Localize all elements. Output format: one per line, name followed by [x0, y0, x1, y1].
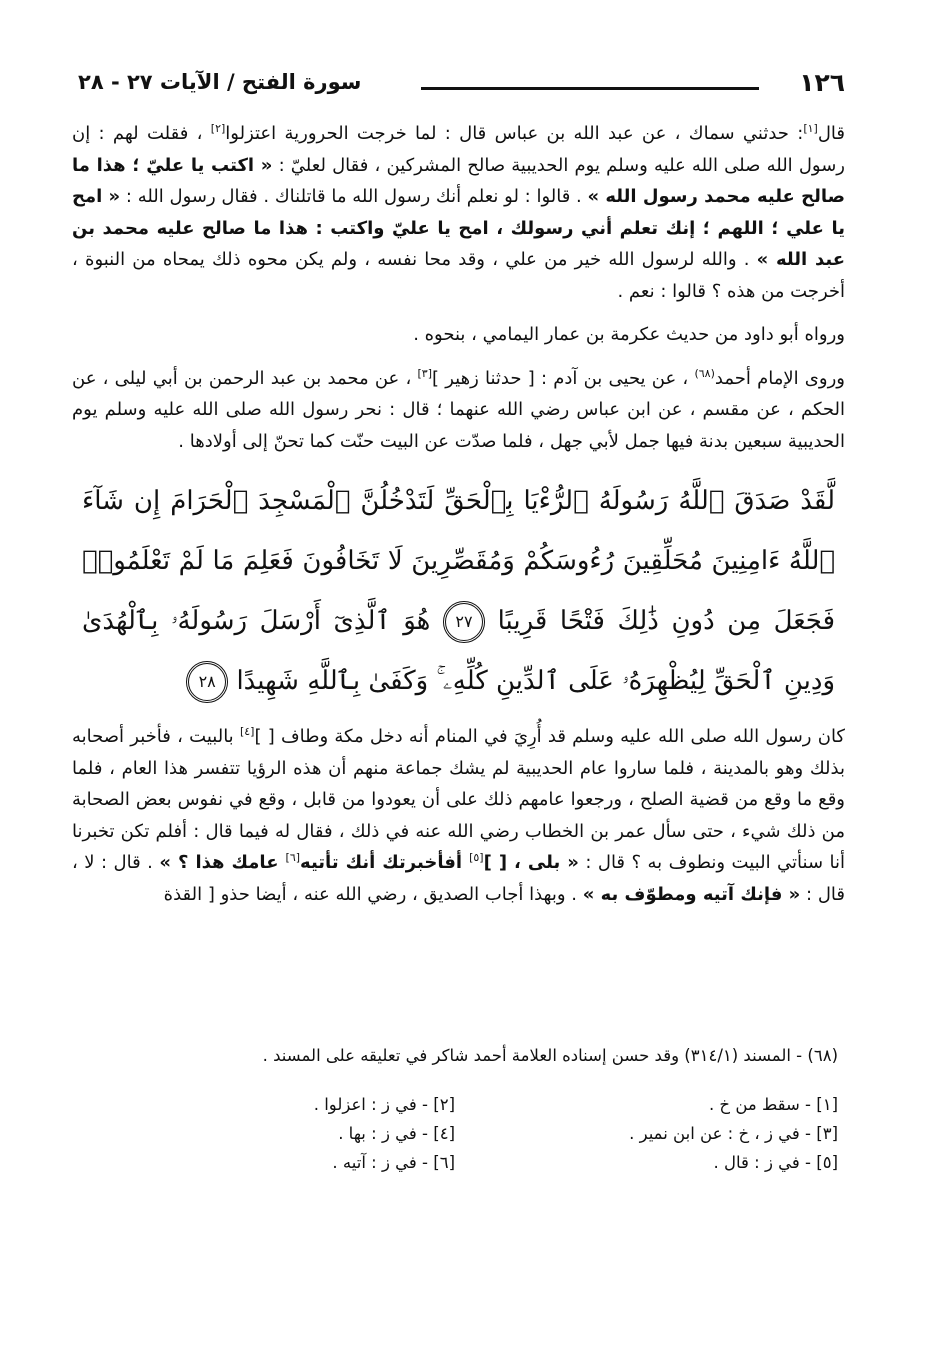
footnote-marker: (٦٨) — [694, 366, 715, 380]
paragraph-1 — [72, 118, 845, 307]
variant-note: [٢] - في ز : اعزلوا . — [313, 1095, 455, 1114]
note-marker: [٦] — [285, 851, 301, 864]
ayah-number-mark: ٢٨ — [186, 661, 228, 703]
paragraph-4 — [72, 721, 845, 910]
quote-bold: « اكتب يا عليّ ؛ هذا ما صالح عليه محمد رسول الله » — [72, 154, 845, 207]
variant-note: [٥] - في ز : قال . — [713, 1153, 838, 1172]
text-run: ، فقلت لهم : إن رسول الله صلى الله عليه وسلم يوم الحديبية صالح المشركين ، فقال لعليّ : — [72, 123, 845, 176]
quote-bold: « بلى ، [ ] — [483, 852, 579, 873]
note-marker: [١] — [803, 122, 818, 135]
text-run: . قالوا : لو نعلم أنك رسول الله ما قاتلناك . فقال رسول الله : — [120, 186, 588, 207]
note-marker: [٤] — [239, 725, 255, 738]
page-body — [72, 118, 845, 910]
note-marker: [٢] — [210, 122, 226, 135]
text-run: قال — [817, 123, 845, 144]
text-run: . قال : لا ، قال : — [72, 852, 845, 905]
verse-text: لَّقَدْ صَدَقَ ٱللَّهُ رَسُولَهُ ٱلرُّءْيَا بِٱلْحَقِّ لَتَدْخُلُنَّ ٱلْمَسْجِدَ ٱلْحَرَامَ إِن شَآءَ ٱللَّهُ ءَامِنِينَ مُحَلِّقِينَ رُءُوسَكُمْ وَمُقَصِّرِينَ لَا تَخَافُونَ فَعَلِمَ مَا لَمْ تَعْلَمُوا۟ فَجَعَلَ مِن دُونِ ذَٰلِكَ فَتْحًا قَرِيبًا — [82, 486, 836, 636]
quote-bold: أفأخبرتك أنك تأتيه — [300, 852, 470, 873]
page-header — [78, 60, 845, 104]
note-marker: [٣] — [417, 366, 433, 380]
text-run: وروى الإمام أحمد — [714, 367, 845, 389]
paragraph-3 — [72, 363, 845, 458]
page-number: ١٢٦ — [799, 67, 845, 97]
variant-note: [٣] - في ز ، خ : عن ابن نمير . — [629, 1124, 838, 1143]
footnotes — [72, 1046, 838, 1172]
ayah-number-mark: ٢٧ — [443, 601, 485, 643]
text-run: بالبيت ، فأخبر أصحابه بذلك وهو بالمدينة ، فلما ساروا عام الحديبية لم يشك جماعة منهم أن هذه الرؤيا تتفسر هذا العام ، فلما وقع ما وقع من قضية الصلح ، ورجعوا عامهم ذلك على أن يعودوا من قابل ، وقع في نفوس بعض الصحابة من ذلك شيء ، حتى سأل عمر بن الخطاب رضي الله عنه في ذلك ، فقال له فيما قال : أفلم تكن تخبرنا أنا سنأتي البيت ونطوف به ؟ قال : — [72, 726, 846, 873]
text-run: . وبهذا أجاب الصديق ، رضي الله عنه ، أيضا حذو [ القذة — [163, 883, 583, 905]
quran-verse — [82, 471, 835, 711]
text-run: ، عن يحيى بن آدم : [ حدثنا زهير ] — [432, 367, 695, 389]
footnote-68: (٦٨) - المسند (٣١٤/١) وقد حسن إسناده العلامة أحمد شاكر في تعليقه على المسند . — [262, 1046, 838, 1065]
text-run: كان رسول الله صلى الله عليه وسلم قد أُرِيَ في المنام أنه دخل مكة وطاف [ ] — [254, 726, 845, 747]
quote-bold: عامك هذا ؟ » — [159, 852, 286, 873]
note-marker: [٥] — [469, 851, 484, 864]
paragraph-2: ورواه أبو داود من حديث عكرمة بن عمار اليمامي ، بنحوه . — [413, 324, 845, 345]
variant-notes — [72, 1095, 838, 1172]
text-run: . والله لرسول الله خير من علي ، وقد محا نفسه ، ولم يكن محوه ذلك يمحاه من النبوة ، أخرجت من هذه ؟ قالوا : نعم . — [72, 249, 845, 302]
variant-note: [٦] - في ز : آتيه . — [332, 1153, 455, 1172]
header-rule — [421, 87, 759, 90]
variant-note: [١] - سقط من خ . — [708, 1095, 838, 1114]
variant-note: [٤] - في ز : بها . — [338, 1124, 455, 1143]
verse-text: هُوَ ٱلَّذِىٓ أَرْسَلَ رَسُولَهُۥ بِٱلْهُدَىٰ وَدِينِ ٱلْحَقِّ لِيُظْهِرَهُۥ عَلَى ٱلدِّينِ كُلِّهِۦ ۚ وَكَفَىٰ بِٱللَّهِ شَهِيدًا — [82, 606, 835, 696]
text-run: ، عن محمد بن عبد الرحمن بن أبي ليلى ، عن الحكم ، عن مقسم ، عن ابن عباس رضي الله عنهما ؛ قال : نحر رسول الله صلى الله عليه وسلم يوم الحديبية سبعين بدنة فيها جمل لأبي جهل ، فلما صدّت عن البيت حنّت كما تحنّ إلى أولادها . — [72, 367, 845, 452]
quote-bold: « امح يا علي ؛ اللهم ؛ إنك تعلم أني رسولك ، امح يا عليّ واكتب : هذا ما صالح عليه محمد بن عبد الله » — [72, 186, 845, 270]
text-run: : حدثني سماك ، عن عبد الله بن عباس قال : لما خرجت الحرورية اعتزلوا — [225, 123, 804, 144]
running-title: سورة الفتح / الآيات ٢٧ - ٢٨ — [78, 70, 362, 94]
quote-bold: « فإنك آتيه ومطوّف به » — [582, 883, 801, 905]
